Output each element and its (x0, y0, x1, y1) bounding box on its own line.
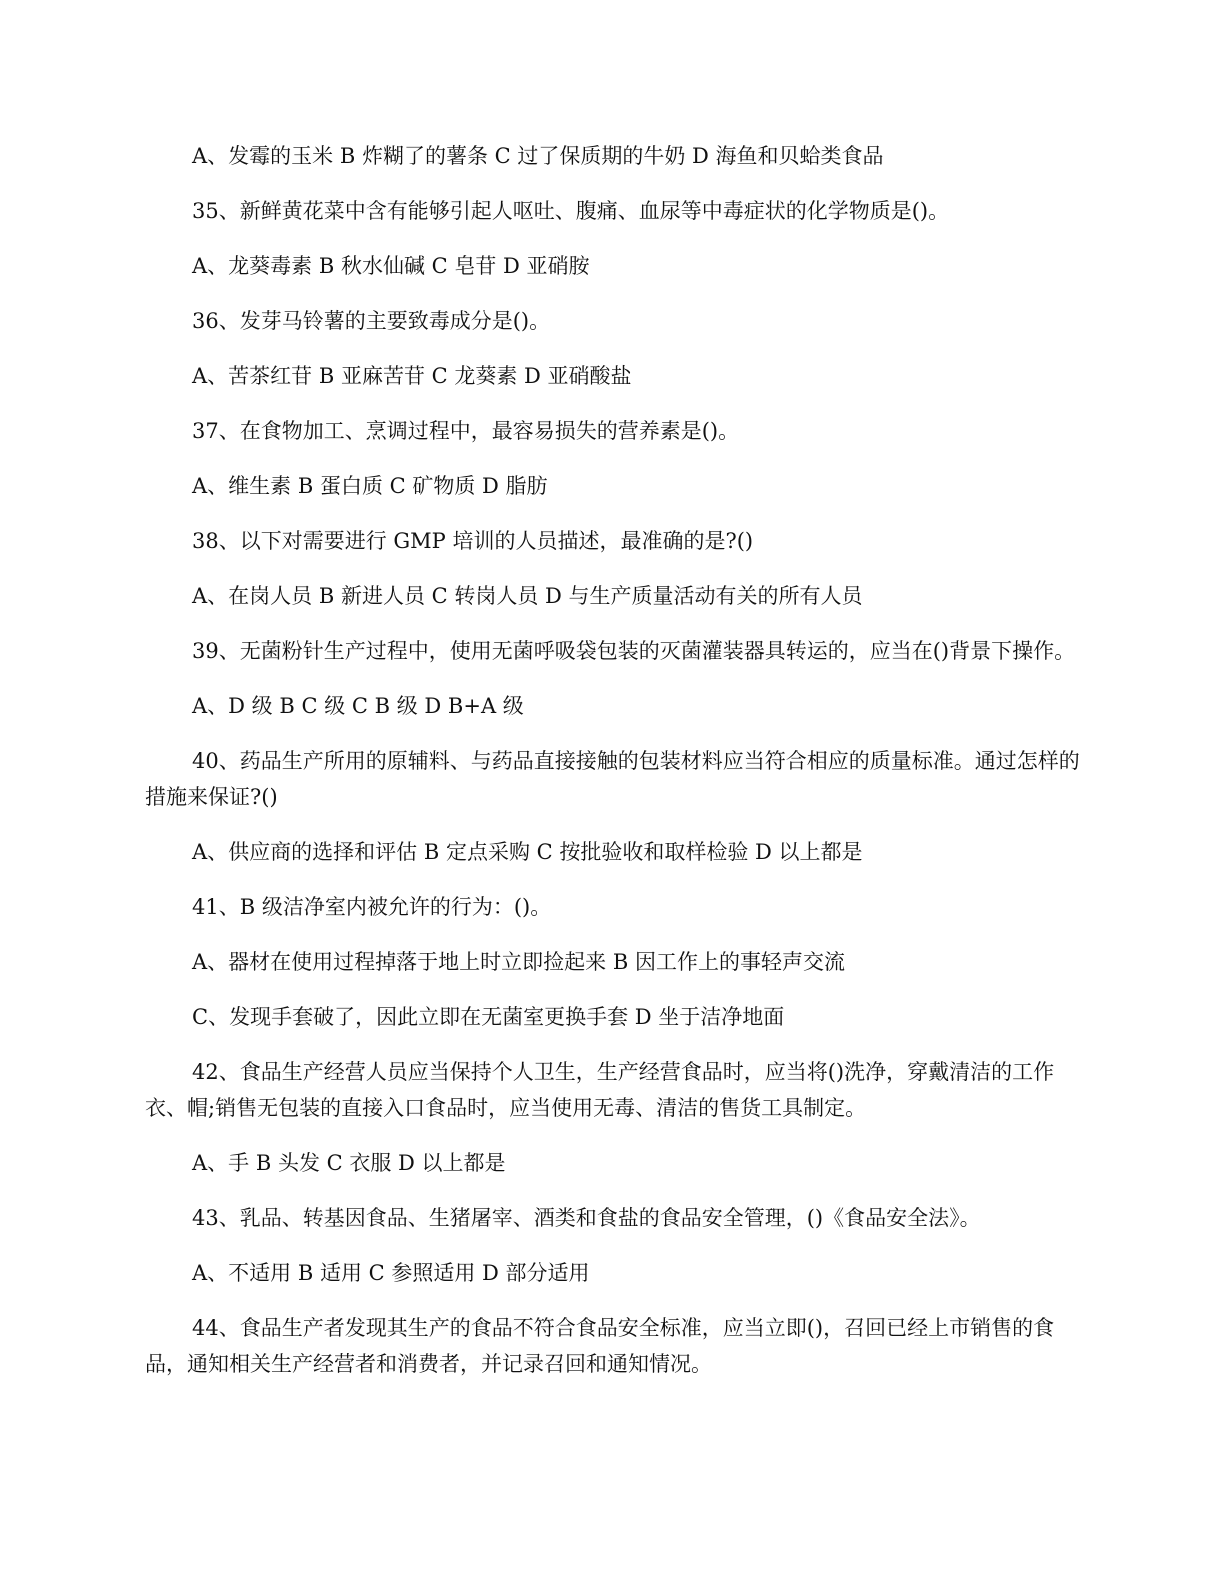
answer-options: A、苦茶红苷 B 亚麻苦苷 C 龙葵素 D 亚硝酸盐 (192, 364, 632, 388)
question-text: 40、药品生产所用的原辅料、与药品直接接触的包装材料应当符合相应的质量标准。通过怎样的措施来保证?() (145, 749, 1080, 809)
answer-options: A、发霉的玉米 B 炸糊了的薯条 C 过了保质期的牛奶 D 海鱼和贝蛤类食品 (192, 144, 884, 168)
answer-options: A、龙葵毒素 B 秋水仙碱 C 皂苷 D 亚硝胺 (192, 254, 590, 278)
question-text: 35、新鲜黄花菜中含有能够引起人呕吐、腹痛、血尿等中毒症状的化学物质是()。 (192, 199, 950, 223)
answer-options: A、D 级 B C 级 C B 级 D B+A 级 (192, 694, 524, 718)
document-body (145, 138, 1080, 1401)
answer-options: A、供应商的选择和评估 B 定点采购 C 按批验收和取样检验 D 以上都是 (192, 840, 863, 864)
question-text: 38、以下对需要进行 GMP 培训的人员描述，最准确的是?() (192, 529, 754, 553)
answer-options: A、手 B 头发 C 衣服 D 以上都是 (192, 1151, 506, 1175)
answer-options: C、发现手套破了，因此立即在无菌室更换手套 D 坐于洁净地面 (192, 1005, 785, 1029)
question-text: 43、乳品、转基因食品、生猪屠宰、酒类和食盐的食品安全管理，()《食品安全法》。 (192, 1206, 981, 1230)
answer-options: A、器材在使用过程掉落于地上时立即捡起来 B 因工作上的事轻声交流 (192, 950, 845, 974)
question-text: 44、食品生产者发现其生产的食品不符合食品安全标准，应当立即()，召回已经上市销售的食品，通知相关生产经营者和消费者，并记录召回和通知情况。 (145, 1316, 1055, 1376)
question-text: 39、无菌粉针生产过程中，使用无菌呼吸袋包装的灭菌灌装器具转运的，应当在()背景下操作。 (192, 639, 1076, 663)
answer-options: A、维生素 B 蛋白质 C 矿物质 D 脂肪 (192, 474, 548, 498)
answer-options: A、在岗人员 B 新进人员 C 转岗人员 D 与生产质量活动有关的所有人员 (192, 584, 863, 608)
question-text: 37、在食物加工、烹调过程中，最容易损失的营养素是()。 (192, 419, 740, 443)
answer-options: A、不适用 B 适用 C 参照适用 D 部分适用 (192, 1261, 590, 1285)
question-text: 42、食品生产经营人员应当保持个人卫生，生产经营食品时，应当将()洗净，穿戴清洁的工作衣、帽;销售无包装的直接入口食品时，应当使用无毒、清洁的售货工具制定。 (145, 1060, 1055, 1120)
question-text: 36、发芽马铃薯的主要致毒成分是()。 (192, 309, 551, 333)
question-text: 41、B 级洁净室内被允许的行为：()。 (192, 895, 552, 919)
